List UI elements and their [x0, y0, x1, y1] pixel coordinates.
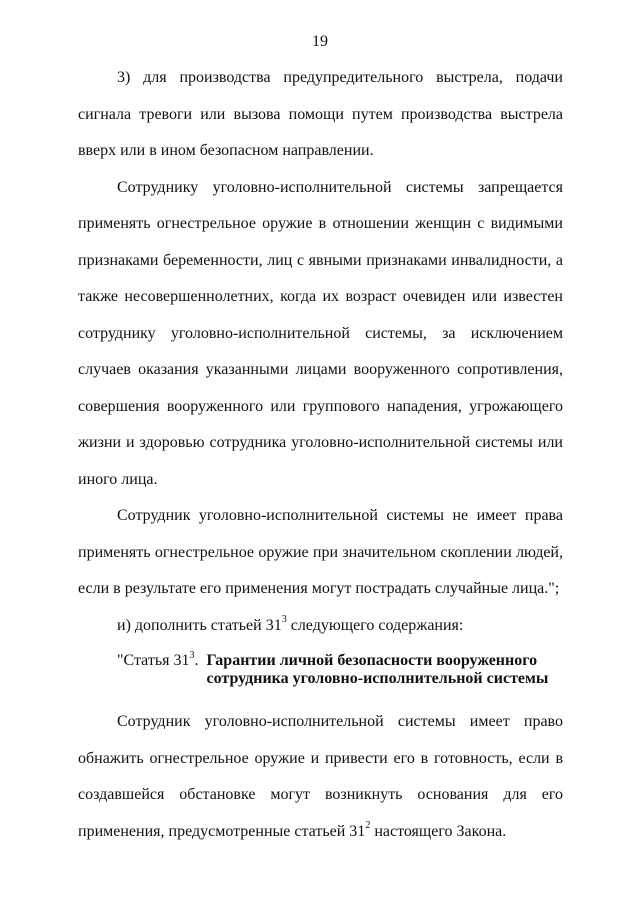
article-label-superscript: 3	[189, 649, 195, 661]
paragraph-draw-weapon-right	[78, 704, 563, 850]
article-title: Гарантии личной безопасности вооруженного сотрудника уголовно-исполнительной системы	[206, 652, 549, 687]
draw-weapon-superscript: 2	[365, 820, 371, 832]
draw-weapon-tail: настоящего Закона.	[370, 822, 507, 840]
article-heading	[117, 649, 563, 688]
paragraph-amendment-intro	[78, 608, 563, 645]
article-label-text: "Статья 31	[117, 652, 190, 669]
article-label-dot: .	[194, 652, 199, 669]
page-number: 19	[312, 33, 328, 50]
amendment-intro-text: и) дополнить статьей 31	[117, 616, 282, 634]
paragraph-crowd-restriction: Сотрудник уголовно-исполнительной системы не имеет права применять огнестрельное оружие при значительном скоплении людей, если в результате его применения могут пострадать случайные лица.";	[78, 507, 563, 597]
amendment-superscript: 3	[281, 614, 287, 626]
paragraph-item-3: 3) для производства предупредительного выстрела, подачи сигнала тревоги или вызова помощи путем производства выстрела вверх или в ином безопасном направлении.	[78, 69, 563, 159]
draw-weapon-text: Сотрудник уголовно-исполнительной системы имеет право обнажить огнестрельное оружие и привести его в готовность, если в создавшейся обстановке могут возникнуть основания для его применения, предусмотренные статьей 31	[78, 713, 563, 840]
article-label	[117, 649, 199, 688]
amendment-intro-tail: следующего содержания:	[286, 616, 464, 634]
document-body	[78, 60, 563, 850]
paragraph-firearm-prohibition: Сотруднику уголовно-исполнительной системы запрещается применять огнестрельное оружие в отношении женщин с видимыми признаками беременности, лиц с явными признаками инвалидности, а также несовершеннолетних, когда их возраст очевиден или известен сотруднику уголовно-исполнительной системы, за исключением случаев оказания указанными лицами вооруженного сопротивления, совершения вооруженного или группового нападения, угрожающего жизни и здоровью сотрудника уголовно-исполнительной системы или иного лица.	[78, 178, 563, 488]
